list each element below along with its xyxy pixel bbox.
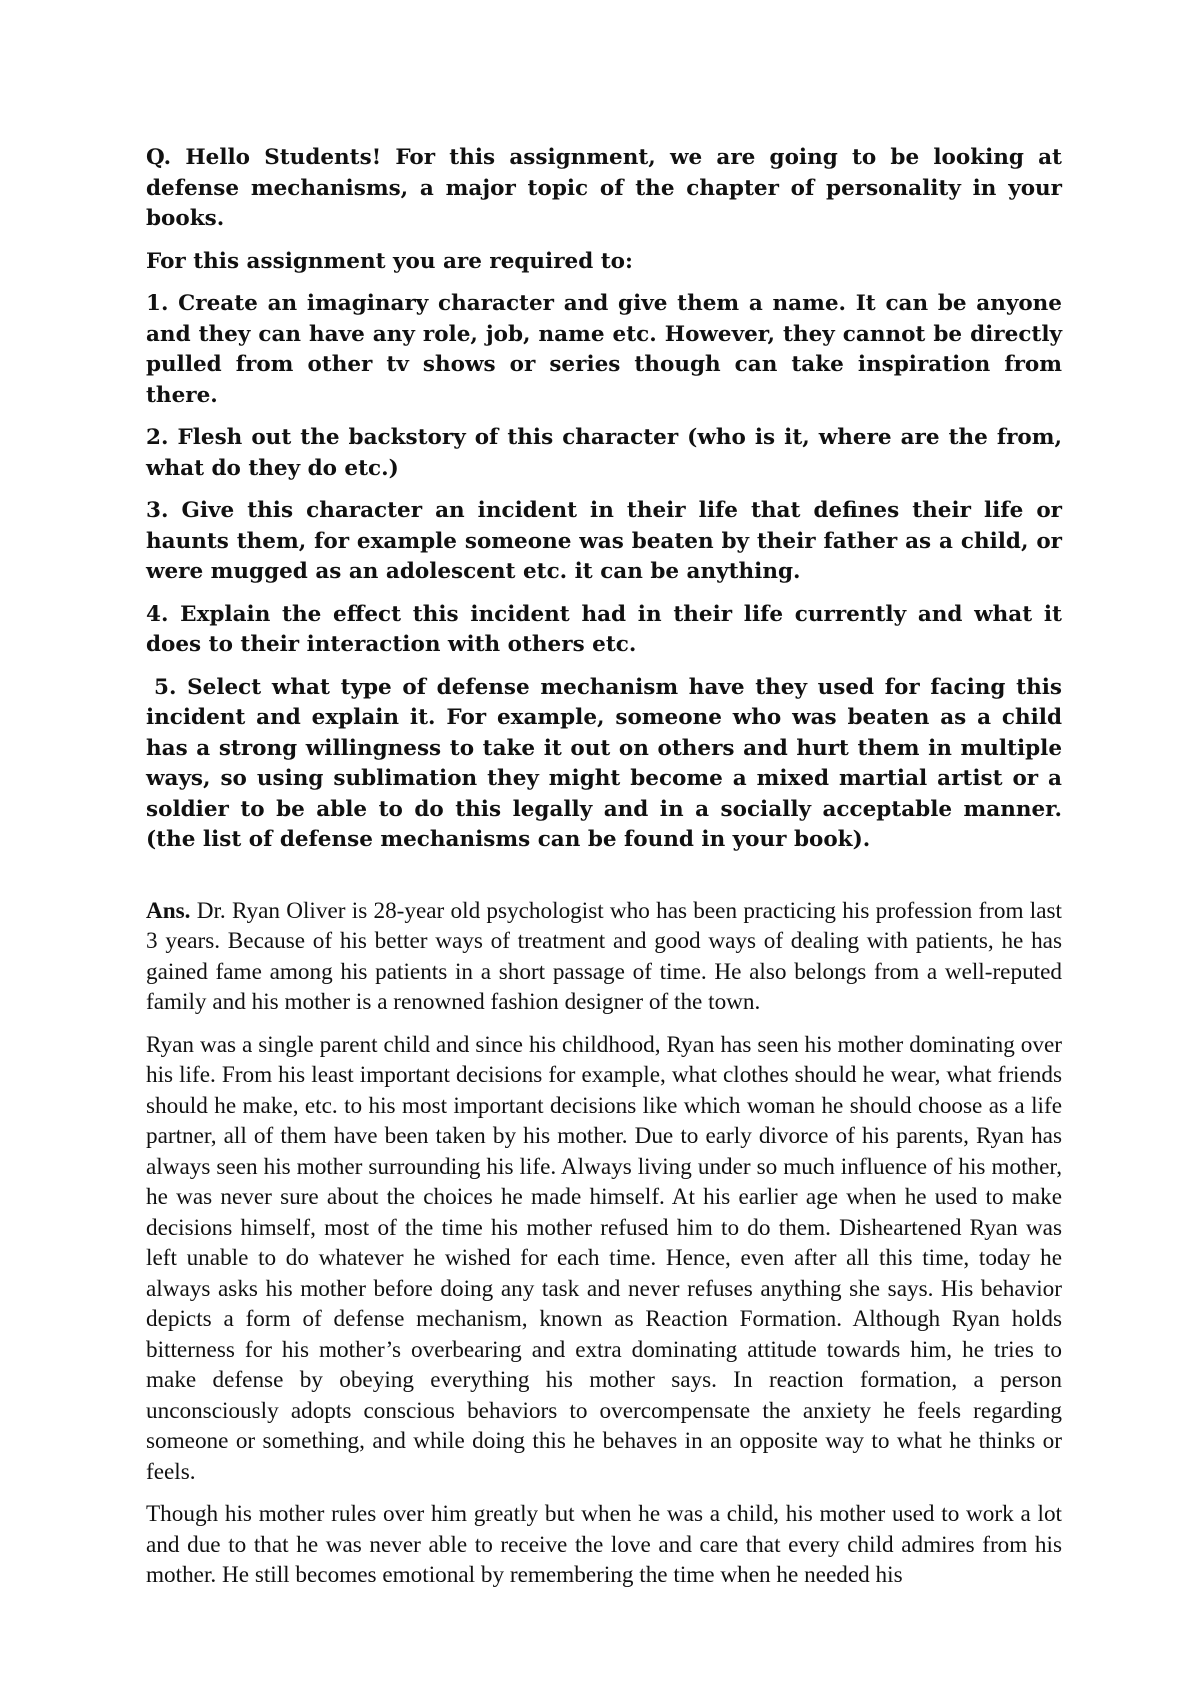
assignment-question (146, 143, 1062, 856)
question-item-4: 4. Explain the effect this incident had in their life currently and what it does to their interaction with others etc. (146, 601, 1062, 657)
answer-paragraph-3: Though his mother rules over him greatly but when he was a child, his mother used to work a lot and due to that he was never able to receive the love and care that every child admires from his mother. He still becomes emotional by remembering the time when he needed his (146, 1501, 1062, 1588)
answer-paragraph-1-text: Dr. Ryan Oliver is 28-year old psychologist who has been practicing his profession from last 3 years. Because of his better ways of treatment and good ways of dealing with patients, he has gained fame among his patients in a short passage of time. He also belongs from a well-reputed family and his mother is a renowned fashion designer of the town. (146, 897, 1062, 1015)
document-page (146, 143, 1062, 1603)
assignment-answer (146, 896, 1062, 1591)
question-item-5: 5. Select what type of defense mechanism have they used for facing this incident and explain it. For example, someone who was beaten as a child has a strong willingness to take it out on others and hurt them in multiple ways, so using sublimation they might become a mixed martial artist or a soldier to be able to do this legally and in a socially acceptable manner. (the list of defense mechanisms can be found in your book). (146, 674, 1062, 852)
question-required: For this assignment you are required to: (146, 248, 633, 274)
answer-paragraph-2: Ryan was a single parent child and since his childhood, Ryan has seen his mother dominating over his life. From his least important decisions for example, what clothes should he wear, what friends should he make, etc. to his most important decisions like which woman he should choose as a life partner, all of them have been taken by his mother. Due to early divorce of his parents, Ryan has always seen his mother surrounding his life. Always living under so much influence of his mother, he was never sure about the choices he made himself. At his earlier age when he used to make decisions himself, most of the time his mother refused him to do them. Disheartened Ryan was left unable to do whatever he wished for each time. Hence, even after all this time, today he always asks his mother before doing any task and never refuses anything she says. His behavior depicts a form of defense mechanism, known as Reaction Formation. Although Ryan holds bitterness for his mother’s overbearing and extra dominating attitude towards him, he tries to make defense by obeying everything his mother says. In reaction formation, a person unconsciously adopts conscious behaviors to overcompensate the anxiety he feels regarding someone or something, and while doing this he behaves in an opposite way to what he thinks or feels. (146, 1031, 1062, 1485)
answer-paragraph-1 (146, 896, 1062, 1018)
question-item-1: 1. Create an imaginary character and give them a name. It can be anyone and they can have any role, job, name etc. However, they cannot be directly pulled from other tv shows or series though can take inspiration from there. (146, 291, 1062, 408)
answer-label: Ans. (146, 897, 191, 924)
question-item-2: 2. Flesh out the backstory of this character (who is it, where are the from, what do they do etc.) (146, 425, 1062, 481)
question-intro: Q. Hello Students! For this assignment, we are going to be looking at defense mechanisms, a major topic of the chapter of personality in your books. (146, 145, 1062, 231)
question-item-3: 3. Give this character an incident in their life that defines their life or haunts them, for example someone was beaten by their father as a child, or were mugged as an adolescent etc. it can be anything. (146, 498, 1062, 584)
